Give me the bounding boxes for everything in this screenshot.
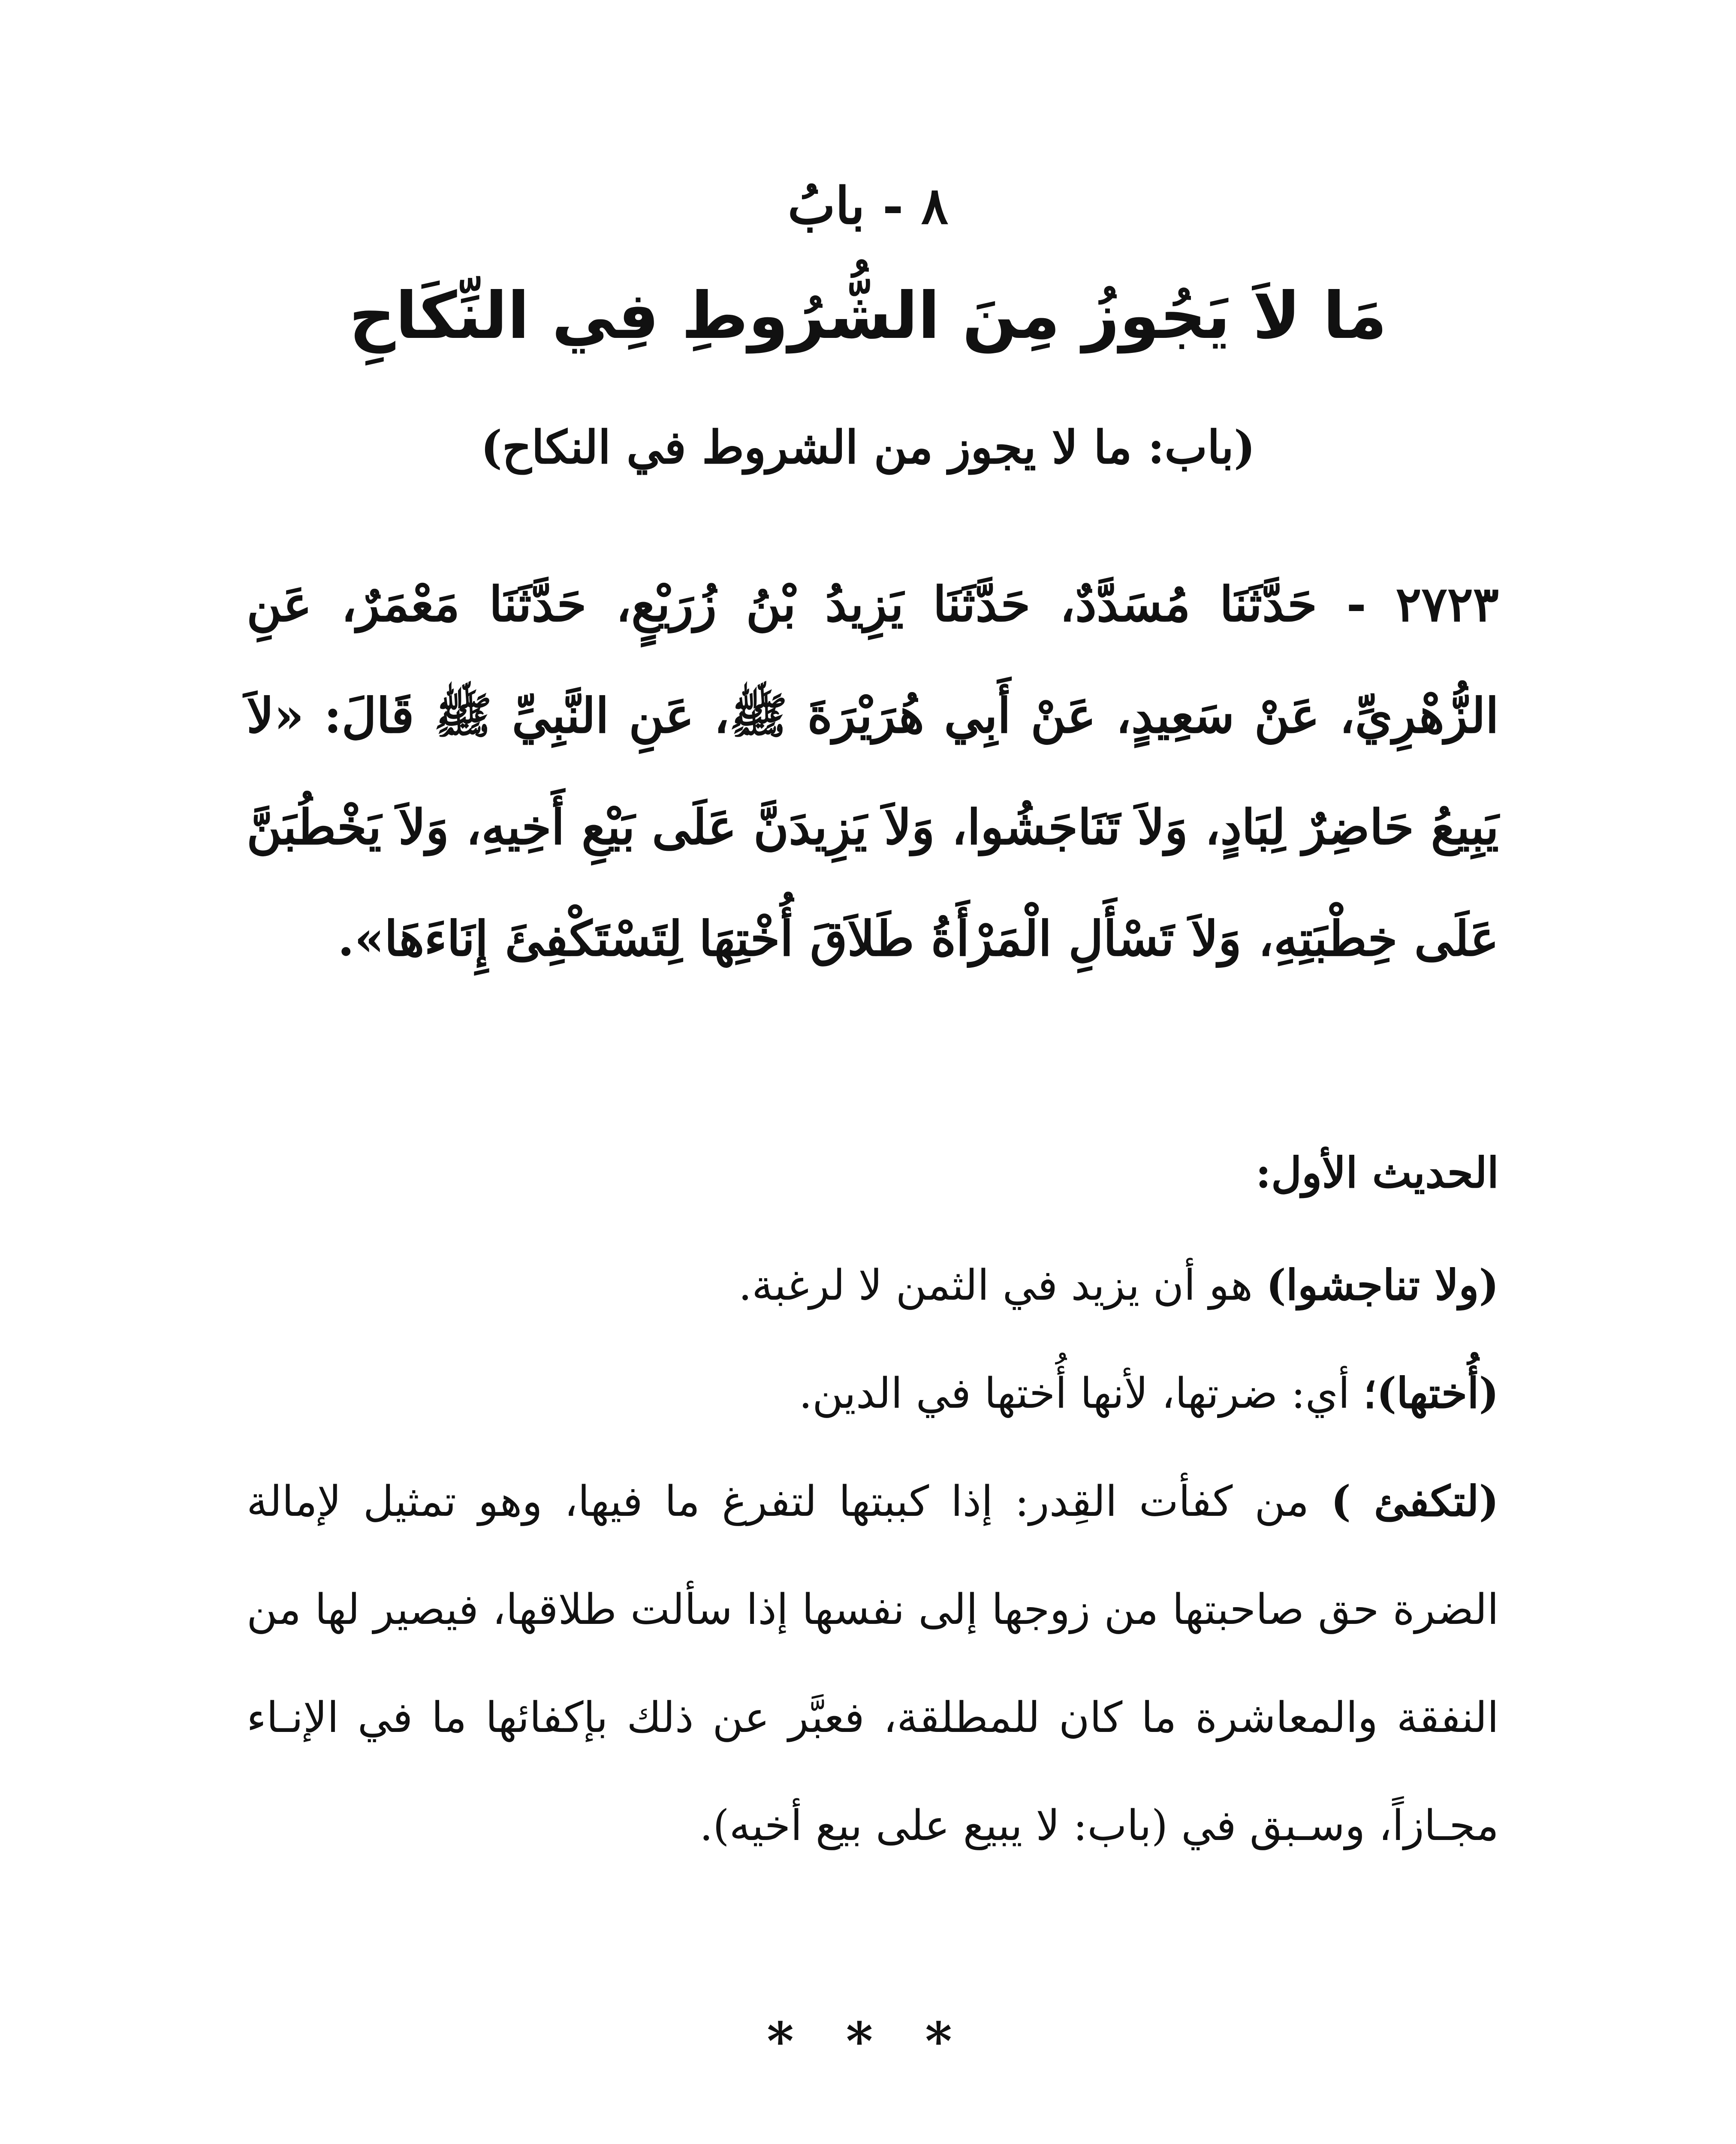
commentary-paragraph-1	[247, 1232, 1499, 1340]
commentary-term-3: (لتكفئ )	[1331, 1477, 1499, 1526]
commentary-text-3: من كفأت القِدر: إذا كببتها لتفرغ ما فيها، وهو تمثيل لإمالة الضرة حق صاحبتها من زوجها إلى نفسها إذا سألت طلاقها، فيصير لها من النفقة والمعاشرة ما كان للمطلقة، فعبَّر عن ذلك بإكفائها ما في الإنـاء مجـازاً، وسـبق في (باب: لا يبيع على بيع أخيه).	[247, 1477, 1499, 1850]
commentary-text-1: هو أن يزيد في الثمن لا لرغبة.	[738, 1261, 1266, 1310]
commentary-paragraph-2	[247, 1340, 1499, 1448]
commentary-heading: الحديث الأول:	[1255, 1148, 1499, 1198]
commentary-text-2: أي: ضرتها، لأنها أُختها في الدين.	[799, 1369, 1363, 1418]
hadith-text: ٢٧٢٣ - حَدَّثَنَا مُسَدَّدٌ، حَدَّثَنَا يَزِيدُ بْنُ زُرَيْعٍ، حَدَّثَنَا مَعْمَرٌ، عَنِ الزُّهْرِيِّ، عَنْ سَعِيدٍ، عَنْ أَبِي هُرَيْرَةَ ﷺ، عَنِ النَّبِيِّ ﷺ قَالَ: «لاَ يَبِيعُ حَاضِرٌ لِبَادٍ، وَلاَ تَنَاجَشُوا، وَلاَ يَزِيدَنَّ عَلَى بَيْعِ أَخِيهِ، وَلاَ يَخْطُبَنَّ عَلَى خِطْبَتِهِ، وَلاَ تَسْأَلِ الْمَرْأَةُ طَلاَقَ أُخْتِهَا لِتَسْتَكْفِئَ إِنَاءَهَا».	[247, 576, 1499, 967]
commentary-section	[247, 1119, 1499, 1880]
chapter-title: مَا لاَ يَجُوزُ مِنَ الشُّرُوطِ فِي النِّكَاحِ	[349, 279, 1387, 353]
chapter-label: ٨ - بابُ	[787, 176, 949, 235]
section-separator: * * *	[767, 2011, 969, 2072]
commentary-paragraph-3	[247, 1448, 1499, 1880]
chapter-subtitle: (باب: ما لا يجوز من الشروط في النكاح)	[480, 420, 1256, 474]
commentary-term-1: (ولا تناجشوا)	[1266, 1261, 1499, 1310]
commentary-term-2: (أُختها)؛	[1363, 1369, 1499, 1418]
